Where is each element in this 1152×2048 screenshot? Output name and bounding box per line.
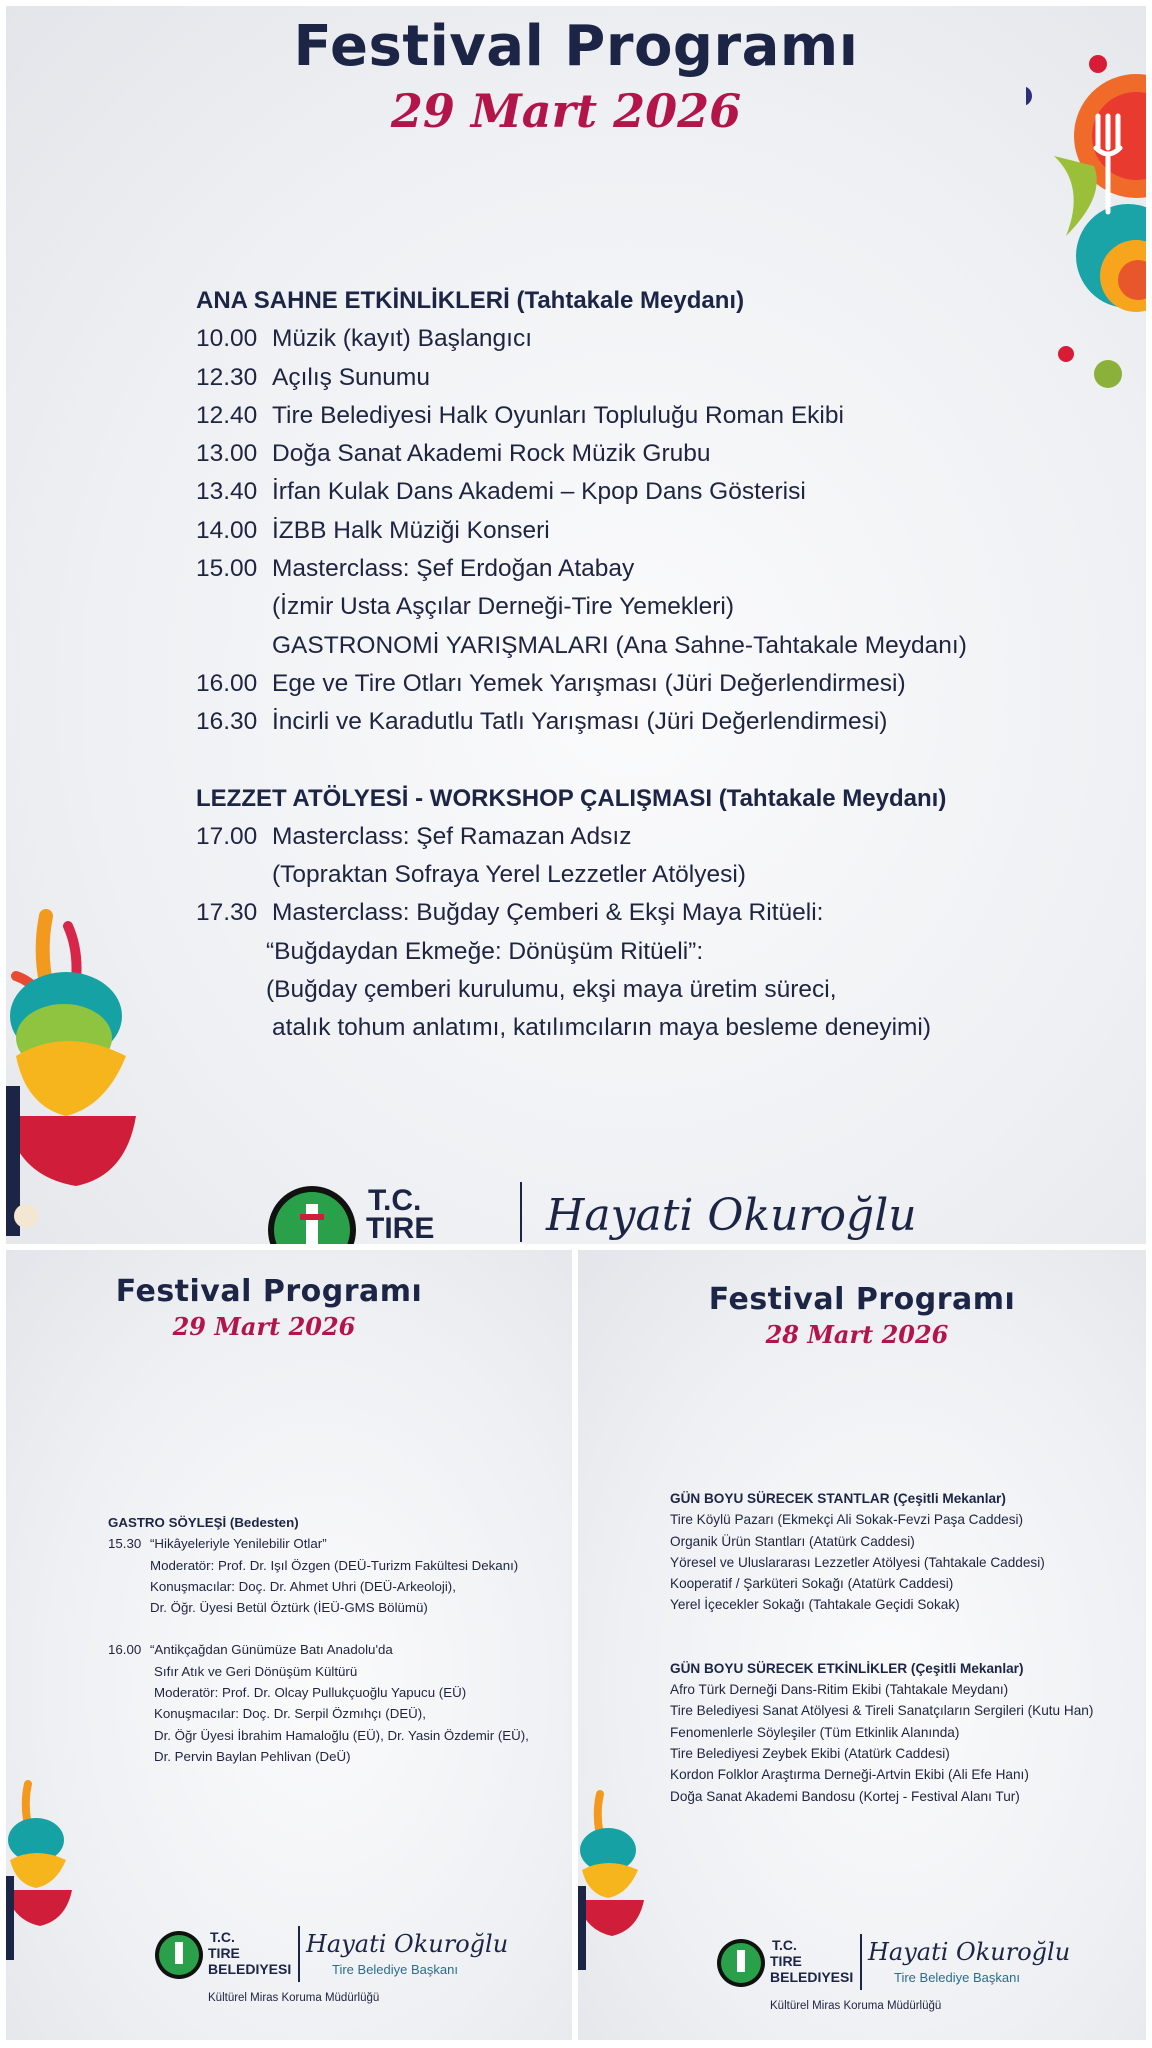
poster-title: Festival Programı — [293, 14, 859, 79]
food-illustration-icon — [1026, 36, 1146, 406]
brand-tire: TIRE — [770, 1953, 802, 1969]
signature: Hayati Okuroğlu — [546, 1190, 917, 1241]
list-item: Fenomenlerle Söyleşiler (Tüm Etkinlik Alanında) — [670, 1724, 960, 1740]
signature-role: Tire Belediye Başkanı — [894, 1970, 1020, 1985]
competitions-heading: GASTRONOMİ YARIŞMALARI (Ana Sahne-Tahtakale Meydanı) — [272, 631, 967, 659]
program-row — [196, 435, 967, 473]
program-row — [196, 397, 967, 435]
poster-date: 29 Mart 2026 — [172, 1312, 356, 1341]
event-continuation: Moderatör: Prof. Dr. Işıl Özgen (DEÜ-Turizm Fakültesi Dekanı) — [150, 1557, 519, 1573]
time: 12.30 — [196, 363, 258, 391]
list-item: Tire Köylü Pazarı (Ekmekçi Ali Sokak-Fevzi Paşa Caddesi) — [670, 1512, 1024, 1528]
event-continuation: atalık tohum anlatımı, katılımcıların maya besleme deneyimi) — [272, 1014, 932, 1042]
divider — [860, 1934, 862, 1990]
signature-role: Tire Belediye Başkanı — [332, 1962, 458, 1977]
program-row — [196, 703, 967, 741]
bowl-illustration-icon — [6, 906, 146, 1244]
workshop-heading: LEZZET ATÖLYESİ - WORKSHOP ÇALIŞMASI (Tahtakale Meydanı) — [196, 784, 947, 812]
talks-list — [108, 1512, 529, 1767]
list-item: Kordon Folklor Araştırma Derneği-Artvin Ekibi (Ali Efe Hanı) — [670, 1767, 1029, 1783]
event: “Antikçağdan Günümüze Batı Anadolu'da — [150, 1642, 393, 1658]
event-continuation: (Topraktan Sofraya Yerel Lezzetler Atölyesi) — [272, 861, 746, 889]
time: 16.00 — [196, 669, 258, 697]
event-continuation: Konuşmacılar: Doç. Dr. Ahmet Uhri (DEÜ-Arkeoloji), — [150, 1578, 456, 1594]
event: İZBB Halk Müziği Konseri — [272, 516, 550, 544]
program-row — [108, 1533, 529, 1554]
brand-belediyesi: BELEDIYESI — [208, 1961, 292, 1977]
municipality-logo-icon — [266, 1184, 358, 1244]
program-list — [196, 282, 967, 1048]
program-row — [196, 320, 967, 358]
time: 15.00 — [196, 555, 258, 583]
department-name: Kültürel Miras Koruma Müdürlüğü — [770, 2000, 942, 2012]
program-row — [196, 550, 967, 588]
event-continuation: “Buğdaydan Ekmeğe: Dönüşüm Ritüeli”: — [266, 937, 704, 965]
list-item: Doğa Sanat Akademi Bandosu (Kortej - Festival Alanı Tur) — [670, 1788, 1020, 1804]
event-continuation: Sıfır Atık ve Geri Dönüşüm Kültürü — [154, 1663, 358, 1679]
event: Ege ve Tire Otları Yemek Yarışması (Jüri Değerlendirmesi) — [272, 669, 906, 697]
program-row — [196, 473, 967, 511]
list-item: Yerel İçecekler Sokağı (Tahtakale Geçidi Sokak) — [670, 1597, 960, 1613]
list-item: Afro Türk Derneği Dans-Ritim Ekibi (Tahtakale Meydanı) — [670, 1682, 1009, 1698]
program-row — [196, 894, 967, 932]
bowl-illustration-icon — [578, 1790, 648, 1970]
department-name: Kültürel Miras Koruma Müdürlüğü — [208, 1992, 380, 2004]
event-continuation: Dr. Öğr. Üyesi Betül Öztürk (İEÜ-GMS Bölümü) — [150, 1600, 428, 1616]
list-item: Tire Belediyesi Zeybek Ekibi (Atatürk Caddesi) — [670, 1745, 950, 1761]
program-row — [108, 1639, 529, 1660]
stands-events-list — [670, 1488, 1093, 1807]
divider — [520, 1182, 522, 1242]
municipality-logo-icon — [154, 1930, 204, 1980]
time: 13.40 — [196, 478, 258, 506]
brand-tc: T.C. — [210, 1929, 235, 1945]
time: 10.00 — [196, 325, 258, 353]
poster-date: 28 Mart 2026 — [765, 1320, 949, 1349]
time: 14.00 — [196, 516, 258, 544]
program-row — [196, 359, 967, 397]
program-row — [196, 665, 967, 703]
event-continuation: (İzmir Usta Aşçılar Derneği-Tire Yemekleri) — [272, 593, 734, 621]
municipality-logo-icon — [716, 1938, 766, 1988]
time: 17.30 — [196, 899, 258, 927]
list-item: Tire Belediyesi Sanat Atölyesi & Tireli Sanatçıların Sergileri (Kutu Han) — [670, 1703, 1094, 1719]
time: 16.00 — [108, 1642, 142, 1658]
event: İncirli ve Karadutlu Tatlı Yarışması (Jüri Değerlendirmesi) — [272, 708, 888, 736]
time: 15.30 — [108, 1536, 142, 1552]
list-item: Yöresel ve Uluslararası Lezzetler Atölyesi (Tahtakale Caddesi) — [670, 1554, 1045, 1570]
signature: Hayati Okuroğlu — [306, 1930, 509, 1958]
brand-tc: T.C. — [368, 1184, 422, 1217]
poster-title: Festival Programı — [708, 1282, 1016, 1317]
event-continuation: (Buğday çemberi kurulumu, ekşi maya üretim süreci, — [266, 976, 837, 1004]
stage-heading: ANA SAHNE ETKİNLİKLERİ (Tahtakale Meydanı) — [196, 287, 745, 314]
time: 12.40 — [196, 401, 258, 429]
brand-tc: T.C. — [772, 1937, 797, 1953]
program-row — [196, 512, 967, 550]
event-continuation: Dr. Pervin Baylan Pehlivan (DeÜ) — [154, 1748, 351, 1764]
time: 17.00 — [196, 822, 258, 850]
event: Masterclass: Şef Erdoğan Atabay — [272, 555, 635, 583]
event: İrfan Kulak Dans Akademi – Kpop Dans Gösterisi — [272, 478, 806, 506]
talks-heading: GASTRO SÖYLEŞİ (Bedesten) — [108, 1515, 299, 1530]
list-item: Kooperatif / Şarküteri Sokağı (Atatürk Caddesi) — [670, 1576, 954, 1592]
brand-tire: TIRE — [208, 1945, 240, 1961]
event: Masterclass: Şef Ramazan Adsız — [272, 822, 632, 850]
event: Müzik (kayıt) Başlangıcı — [272, 325, 533, 353]
event: Tire Belediyesi Halk Oyunları Topluluğu Roman Ekibi — [272, 401, 844, 429]
poster-title: Festival Programı — [115, 1274, 423, 1309]
event: Açılış Sunumu — [272, 363, 430, 391]
events-heading: GÜN BOYU SÜRECEK ETKİNLİKLER (Çeşitli Mekanlar) — [670, 1660, 1024, 1676]
poster-bottom-right — [578, 1250, 1146, 2040]
time: 16.30 — [196, 708, 258, 736]
program-row — [196, 818, 967, 856]
brand-belediyesi: BELEDIYESI — [770, 1969, 854, 1985]
poster-date: 29 Mart 2026 — [390, 84, 742, 138]
event: Doğa Sanat Akademi Rock Müzik Grubu — [272, 440, 711, 468]
list-item: Organik Ürün Stantları (Atatürk Caddesi) — [670, 1533, 915, 1549]
bowl-illustration-icon — [6, 1780, 76, 1960]
event-continuation: Moderatör: Prof. Dr. Olcay Pullukçuoğlu Yapucu (EÜ) — [154, 1685, 467, 1701]
time: 13.00 — [196, 440, 258, 468]
poster-bottom-left — [6, 1250, 572, 2040]
brand-tire: TIRE — [366, 1212, 435, 1244]
poster-top — [6, 6, 1146, 1244]
event-continuation: Konuşmacılar: Doç. Dr. Serpil Özmıhçı (DEÜ), — [154, 1706, 426, 1722]
event-continuation: Dr. Öğr Üyesi İbrahim Hamaloğlu (EÜ), Dr. Yasin Özdemir (EÜ), — [154, 1727, 529, 1743]
divider — [298, 1926, 300, 1982]
stands-heading: GÜN BOYU SÜRECEK STANTLAR (Çeşitli Mekanlar) — [670, 1491, 1006, 1506]
event: “Hikâyeleriyle Yenilebilir Otlar” — [150, 1536, 327, 1552]
event: Masterclass: Buğday Çemberi & Ekşi Maya Ritüeli: — [272, 899, 824, 927]
signature: Hayati Okuroğlu — [868, 1938, 1071, 1966]
